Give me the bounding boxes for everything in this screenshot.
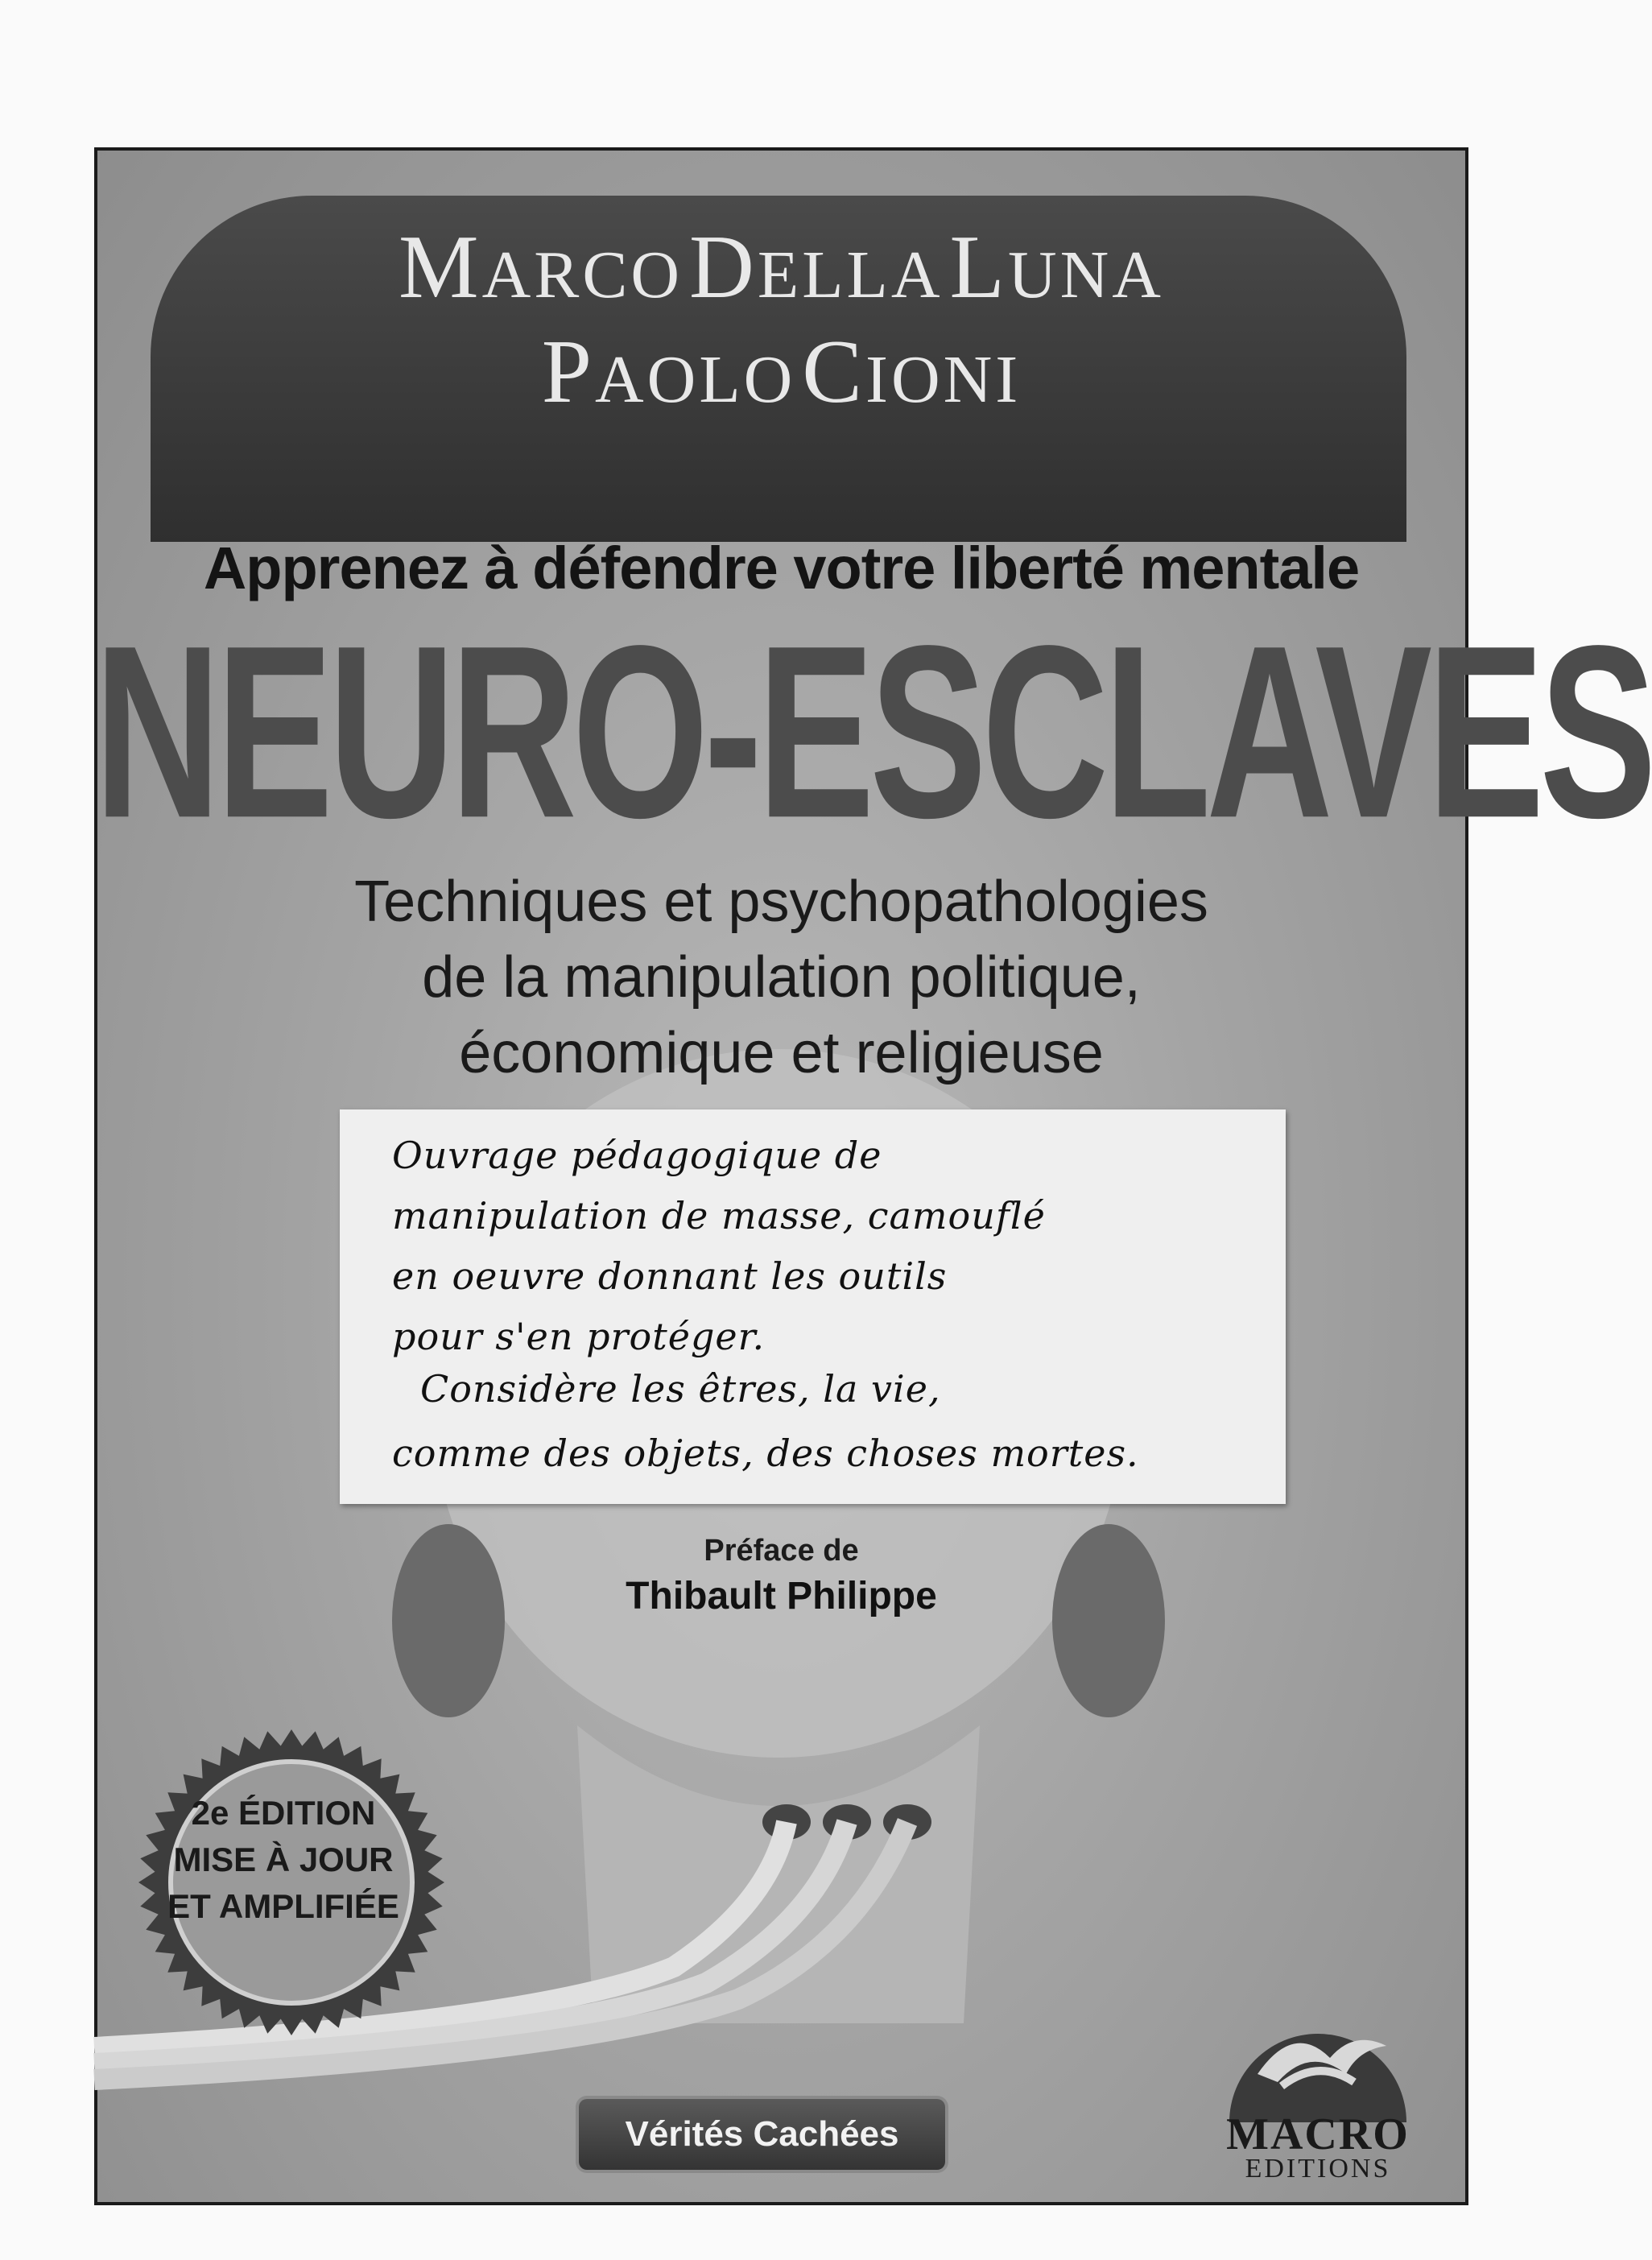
book-title: NEURO-ESCLAVES: [94, 595, 1652, 870]
subtitle-line: de la manipulation politique,: [422, 945, 1141, 1010]
author-2: PAOLO CIONI: [541, 322, 1022, 422]
subtitle-line: Techniques et psychopathologies: [354, 870, 1208, 934]
note-line: Considère les êtres, la vie,: [420, 1367, 941, 1411]
subtitle: [94, 864, 1468, 1091]
note-line: pour s'en protéger.: [392, 1315, 766, 1358]
note-line: Ouvrage pédagogique de: [392, 1134, 882, 1177]
note-line: comme des objets, des choses mortes.: [392, 1432, 1139, 1475]
book-cover: [94, 147, 1652, 2205]
publisher-name: MACRO: [1226, 2109, 1410, 2159]
author-1: MARCO DELLA LUNA: [399, 217, 1164, 317]
edition-badge-text: [159, 1790, 408, 1930]
badge-line: MISE À JOUR: [173, 1841, 394, 1878]
note-line: en oeuvre donnant les outils: [392, 1254, 948, 1298]
badge-line: ET AMPLIFIÉE: [167, 1887, 399, 1925]
badge-line: 2e ÉDITION: [191, 1794, 376, 1832]
publisher-subtitle: EDITIONS: [1245, 2154, 1391, 2184]
handwritten-note: [340, 1109, 1286, 1504]
note-line: manipulation de masse, camouflé: [392, 1194, 1046, 1237]
series-label: Vérités Cachées: [579, 2099, 945, 2170]
preface-author: Thibault Philippe: [626, 1575, 937, 1618]
publisher-logo-icon: [1213, 1953, 1423, 2122]
tagline: Apprenez à défendre votre liberté mentale: [203, 535, 1360, 601]
preface-label: Préface de: [704, 1534, 859, 1568]
subtitle-line: économique et religieuse: [459, 1021, 1104, 1085]
